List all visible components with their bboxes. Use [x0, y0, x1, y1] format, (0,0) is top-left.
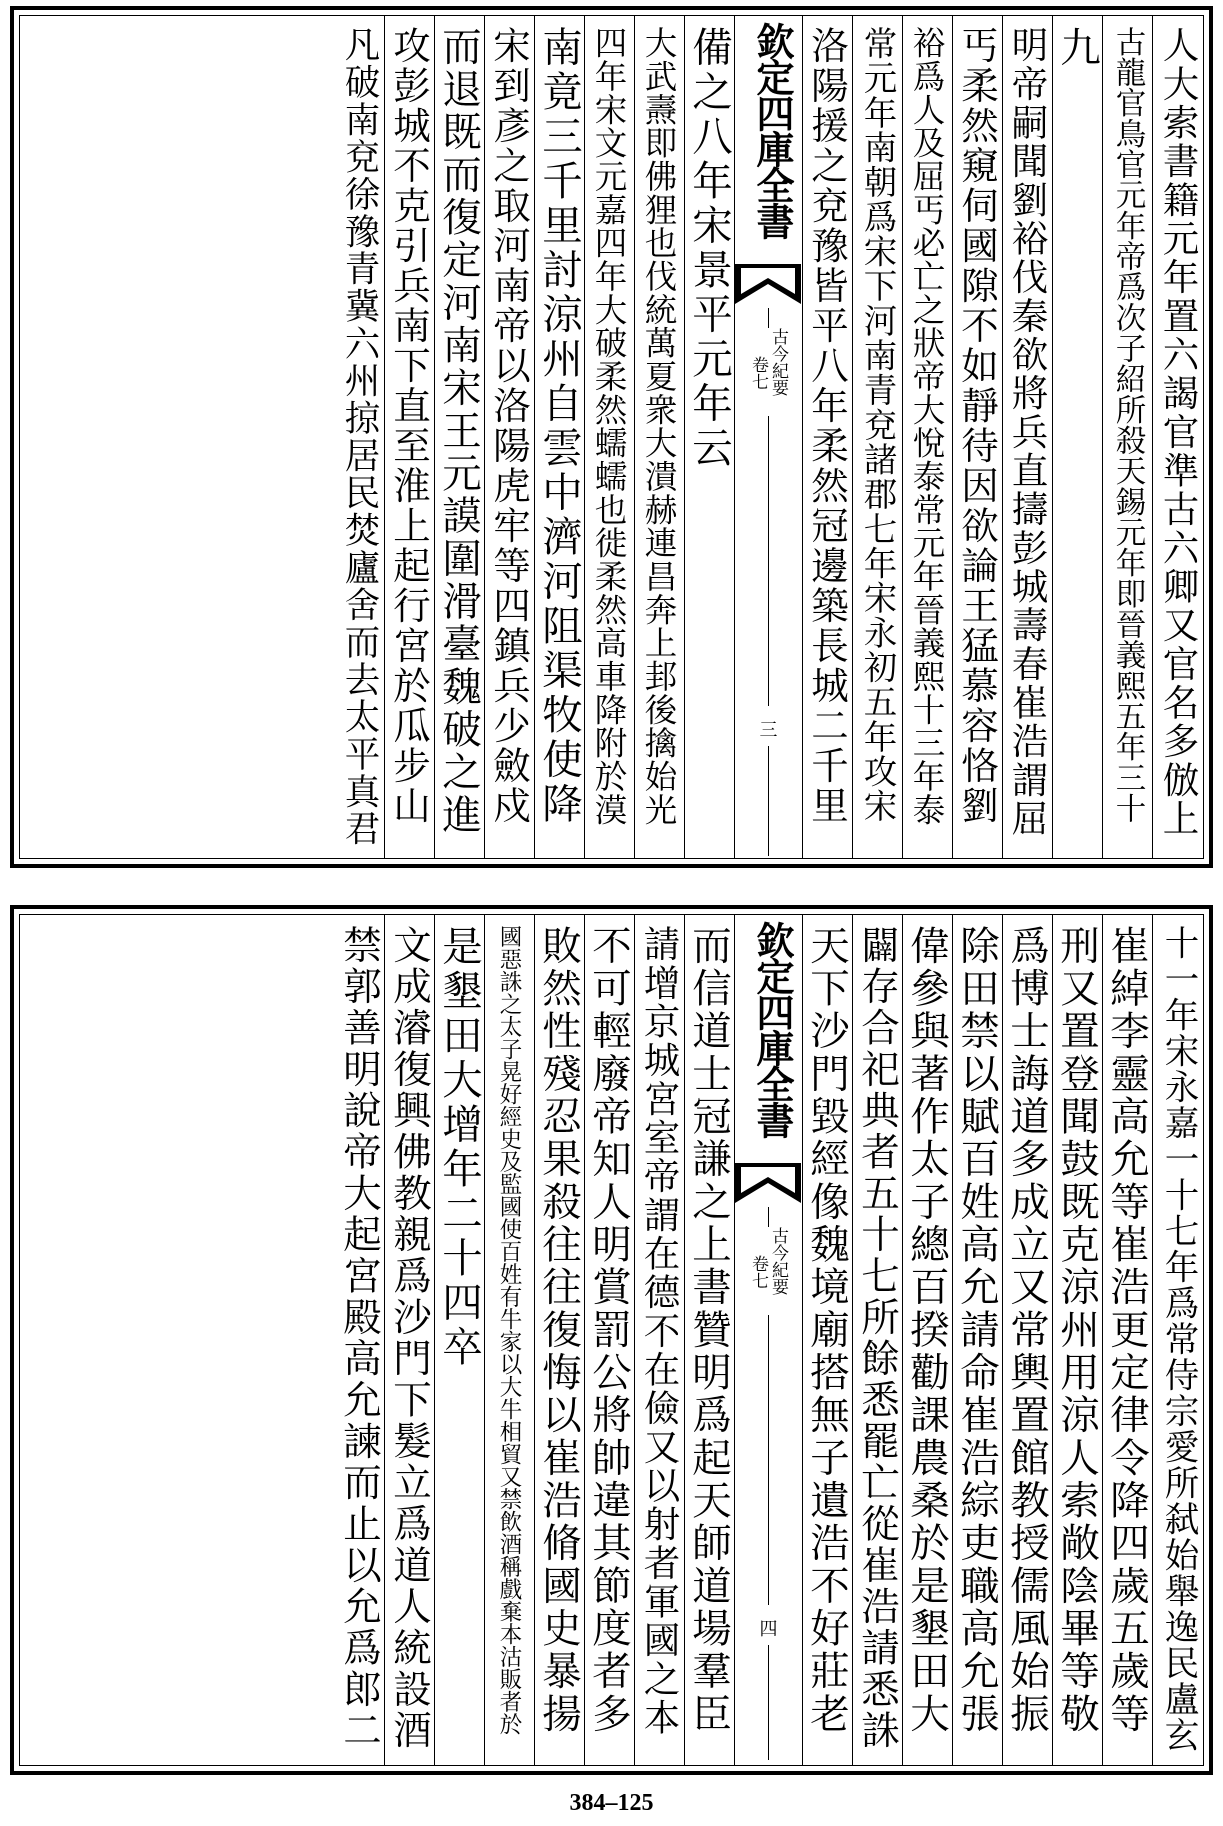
- text-column: 爲博士誨道多成立又常輿置館教授儒風始振: [1003, 915, 1053, 1765]
- book-title: 古今紀要: [768, 1227, 788, 1295]
- text-column: 請增京城宮室帝謂在德不在儉又以射者軍國之本: [635, 915, 685, 1765]
- bottom-page: [10, 905, 1213, 1775]
- text-column: 大武燾即佛狸也伐統萬夏衆大潰赫連昌奔上邽後擒始光: [635, 16, 685, 858]
- text-column: 裕爲人及屈丐必亡之狀帝大悅泰常元年晉義熙十三年泰: [903, 16, 953, 858]
- folio-number: 四: [759, 1619, 778, 1640]
- text-column: 四年宋文元嘉四年大破柔然蠕蠕也徙柔然高車降附於漠: [585, 16, 635, 858]
- volume-label: 卷七: [748, 1255, 768, 1289]
- text-column: 九: [1053, 16, 1103, 858]
- text-column: 明帝嗣聞劉裕伐秦欲將兵直擣彭城壽春崔浩謂屈: [1003, 16, 1053, 858]
- center-fold: [735, 915, 803, 1765]
- text-column: 文成濬復興佛教親爲沙門下髮立爲道人統設酒: [385, 915, 435, 1765]
- text-column: 崔綽李靈高允等崔浩更定律令降四歲五歲等: [1103, 915, 1153, 1765]
- top-page: [10, 6, 1213, 868]
- text-column: 南竟三千里討涼州自雲中濟河阻渠牧使降: [535, 16, 585, 858]
- text-column: 不可輕廢帝知人明賞罰公將帥違其節度者多: [585, 915, 635, 1765]
- fishtail-mark-icon: [735, 264, 801, 304]
- book-collection-title: 欽定四庫全書: [750, 22, 795, 238]
- text-column: 古龍官鳥官元年帝爲次子紹所殺天錫元年即晉義熙五年三十: [1103, 16, 1153, 858]
- fishtail-mark-icon: [735, 1163, 801, 1203]
- center-rule: [768, 1315, 769, 1605]
- center-rule: [768, 1645, 769, 1760]
- text-column: 備之八年宋景平元年云: [685, 16, 735, 858]
- text-column: 禁郭善明說帝大起宮殿高允諫而止以允爲郎二: [335, 915, 385, 1765]
- bottom-columns: [20, 915, 1203, 1765]
- text-column: 刑又置登聞鼓既克涼州用涼人索敞陰畢等敬: [1053, 915, 1103, 1765]
- page-number: 384–125: [569, 1790, 654, 1816]
- text-column: 宋到彥之取河南帝以洛陽虎牢等四鎮兵少斂戍: [485, 16, 535, 858]
- text-column: 丐柔然窺伺國隙不如靜待因欲論王猛慕容恪劉: [953, 16, 1003, 858]
- text-column: 天下沙門毀經像魏境廟搭無子遺浩不好莊老: [803, 915, 853, 1765]
- top-columns: [20, 16, 1203, 858]
- volume-label: 卷七: [748, 356, 768, 390]
- text-column: 除田禁以賦百姓高允請命崔浩綜吏職高允張: [953, 915, 1003, 1765]
- text-column: 偉參與著作太子總百揆勸課農桑於是墾田大: [903, 915, 953, 1765]
- center-rule: [768, 308, 769, 328]
- text-column: 敗然性殘忍果殺往往復悔以崔浩脩國史暴揚: [535, 915, 585, 1765]
- text-column: 而信道士冠謙之上書贊明爲起天師道場羣臣: [685, 915, 735, 1765]
- book-collection-title: 欽定四庫全書: [750, 921, 795, 1137]
- center-rule: [768, 1207, 769, 1227]
- text-column: 國惡誅之太子晃好經史及監國使百姓有牛家以大牛相貿又禁飲酒稱戲棄本沽販者於: [485, 915, 535, 1765]
- folio-number: 三: [759, 720, 778, 741]
- book-title: 古今紀要: [768, 328, 788, 396]
- text-column: 是墾田大增年二十四卒: [435, 915, 485, 1765]
- text-column: 凡破南兗徐豫青冀六州掠居民焚廬舍而去太平真君: [335, 16, 385, 858]
- text-column: 常元年南朝爲宋下河南青兗諸郡七年宋永初五年攻宋: [853, 16, 903, 858]
- center-rule: [768, 746, 769, 856]
- text-column: 闢存合祀典者五十七所餘悉罷亡從崔浩請悉誅: [853, 915, 903, 1765]
- text-column: 人大索書籍元年置六謁官準古六卿又官名多倣上: [1157, 26, 1200, 838]
- center-fold: [735, 16, 803, 858]
- text-column: 洛陽援之兗豫皆平八年柔然冠邊築長城二千里: [803, 16, 853, 858]
- text-column: 而退既而復定河南宋王元謨圍滑臺魏破之進: [435, 16, 485, 858]
- center-rule: [768, 416, 769, 706]
- text-column: 十一年宋永嘉一十七年爲常侍宗愛所弑始舉逸民盧玄: [1158, 925, 1198, 1753]
- text-column: 攻彭城不克引兵南下直至淮上起行宮於瓜步山: [385, 16, 435, 858]
